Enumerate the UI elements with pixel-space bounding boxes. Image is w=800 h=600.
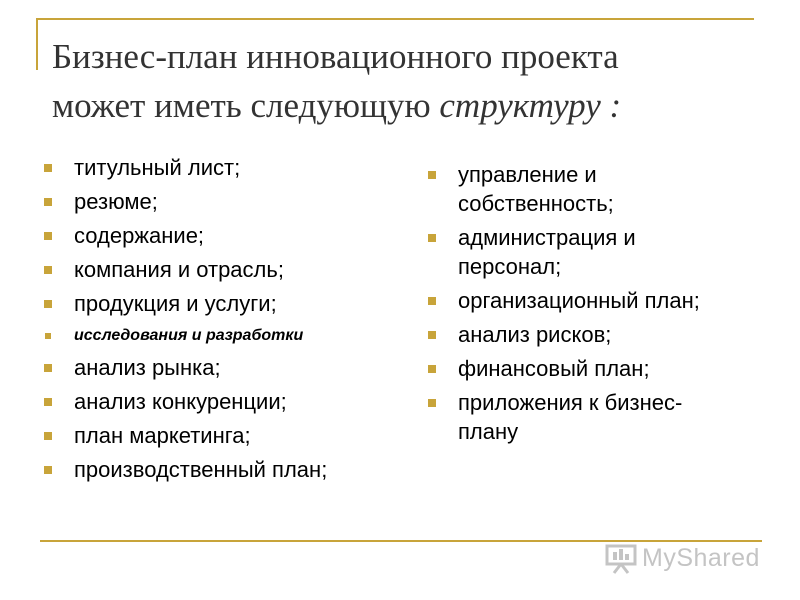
list-item bbox=[44, 387, 384, 416]
bullet-icon bbox=[44, 466, 52, 474]
bullet-icon bbox=[428, 297, 436, 305]
list-item-text: исследования и разработки bbox=[74, 327, 304, 344]
list-item bbox=[44, 323, 384, 348]
watermark-logo bbox=[604, 540, 760, 576]
list-item bbox=[44, 255, 384, 284]
list-item-text: компания и отрасль; bbox=[74, 257, 284, 282]
list-item-text: производственный план; bbox=[74, 457, 328, 482]
list-item bbox=[428, 160, 678, 218]
presentation-board-icon bbox=[604, 542, 638, 574]
bullet-icon bbox=[44, 300, 52, 308]
bullet-icon bbox=[44, 232, 52, 240]
bullet-icon bbox=[428, 399, 436, 407]
bullet-icon bbox=[428, 331, 436, 339]
list-item bbox=[428, 388, 730, 446]
list-item bbox=[44, 421, 384, 450]
bullet-icon bbox=[428, 365, 436, 373]
list-item-text: содержание; bbox=[74, 223, 205, 248]
top-rule bbox=[36, 18, 754, 20]
list-item-text: титульный лист; bbox=[74, 155, 241, 180]
list-item-text: управление и собственность; bbox=[458, 162, 614, 216]
watermark-text: MyShared bbox=[642, 543, 760, 572]
list-item bbox=[428, 286, 768, 315]
left-bullet-list bbox=[44, 153, 384, 489]
list-item bbox=[44, 221, 384, 250]
bullet-icon bbox=[44, 398, 52, 406]
list-item-text: анализ рисков; bbox=[458, 322, 612, 347]
list-item bbox=[44, 187, 384, 216]
title-line-2: может иметь следующую bbox=[52, 86, 440, 125]
bullet-icon bbox=[428, 234, 436, 242]
bullet-icon bbox=[45, 333, 51, 339]
list-item bbox=[428, 223, 708, 281]
slide-title bbox=[52, 32, 752, 130]
bullet-icon bbox=[428, 171, 436, 179]
bullet-icon bbox=[44, 432, 52, 440]
list-item bbox=[428, 320, 768, 349]
list-item-text: план маркетинга; bbox=[74, 423, 251, 448]
list-item-text: анализ конкуренции; bbox=[74, 389, 287, 414]
left-rule bbox=[36, 18, 38, 70]
list-item bbox=[44, 289, 384, 318]
bullet-icon bbox=[44, 198, 52, 206]
bullet-icon bbox=[44, 364, 52, 372]
right-bullet-list bbox=[428, 160, 768, 451]
list-item bbox=[44, 353, 384, 382]
bullet-icon bbox=[44, 266, 52, 274]
list-item-text: финансовый план; bbox=[458, 356, 650, 381]
list-item-text: организационный план; bbox=[458, 288, 700, 313]
list-item bbox=[428, 354, 768, 383]
list-item-text: приложения к бизнес-плану bbox=[458, 390, 683, 444]
list-item-text: резюме; bbox=[74, 189, 158, 214]
list-item-text: администрация и персонал; bbox=[458, 225, 636, 279]
list-item bbox=[44, 455, 354, 484]
bullet-icon bbox=[44, 164, 52, 172]
list-item bbox=[44, 153, 384, 182]
title-accent: структуру : bbox=[439, 86, 622, 125]
title-line-1: Бизнес-план инновационного проекта bbox=[52, 37, 619, 76]
list-item-text: анализ рынка; bbox=[74, 355, 221, 380]
list-item-text: продукция и услуги; bbox=[74, 291, 277, 316]
